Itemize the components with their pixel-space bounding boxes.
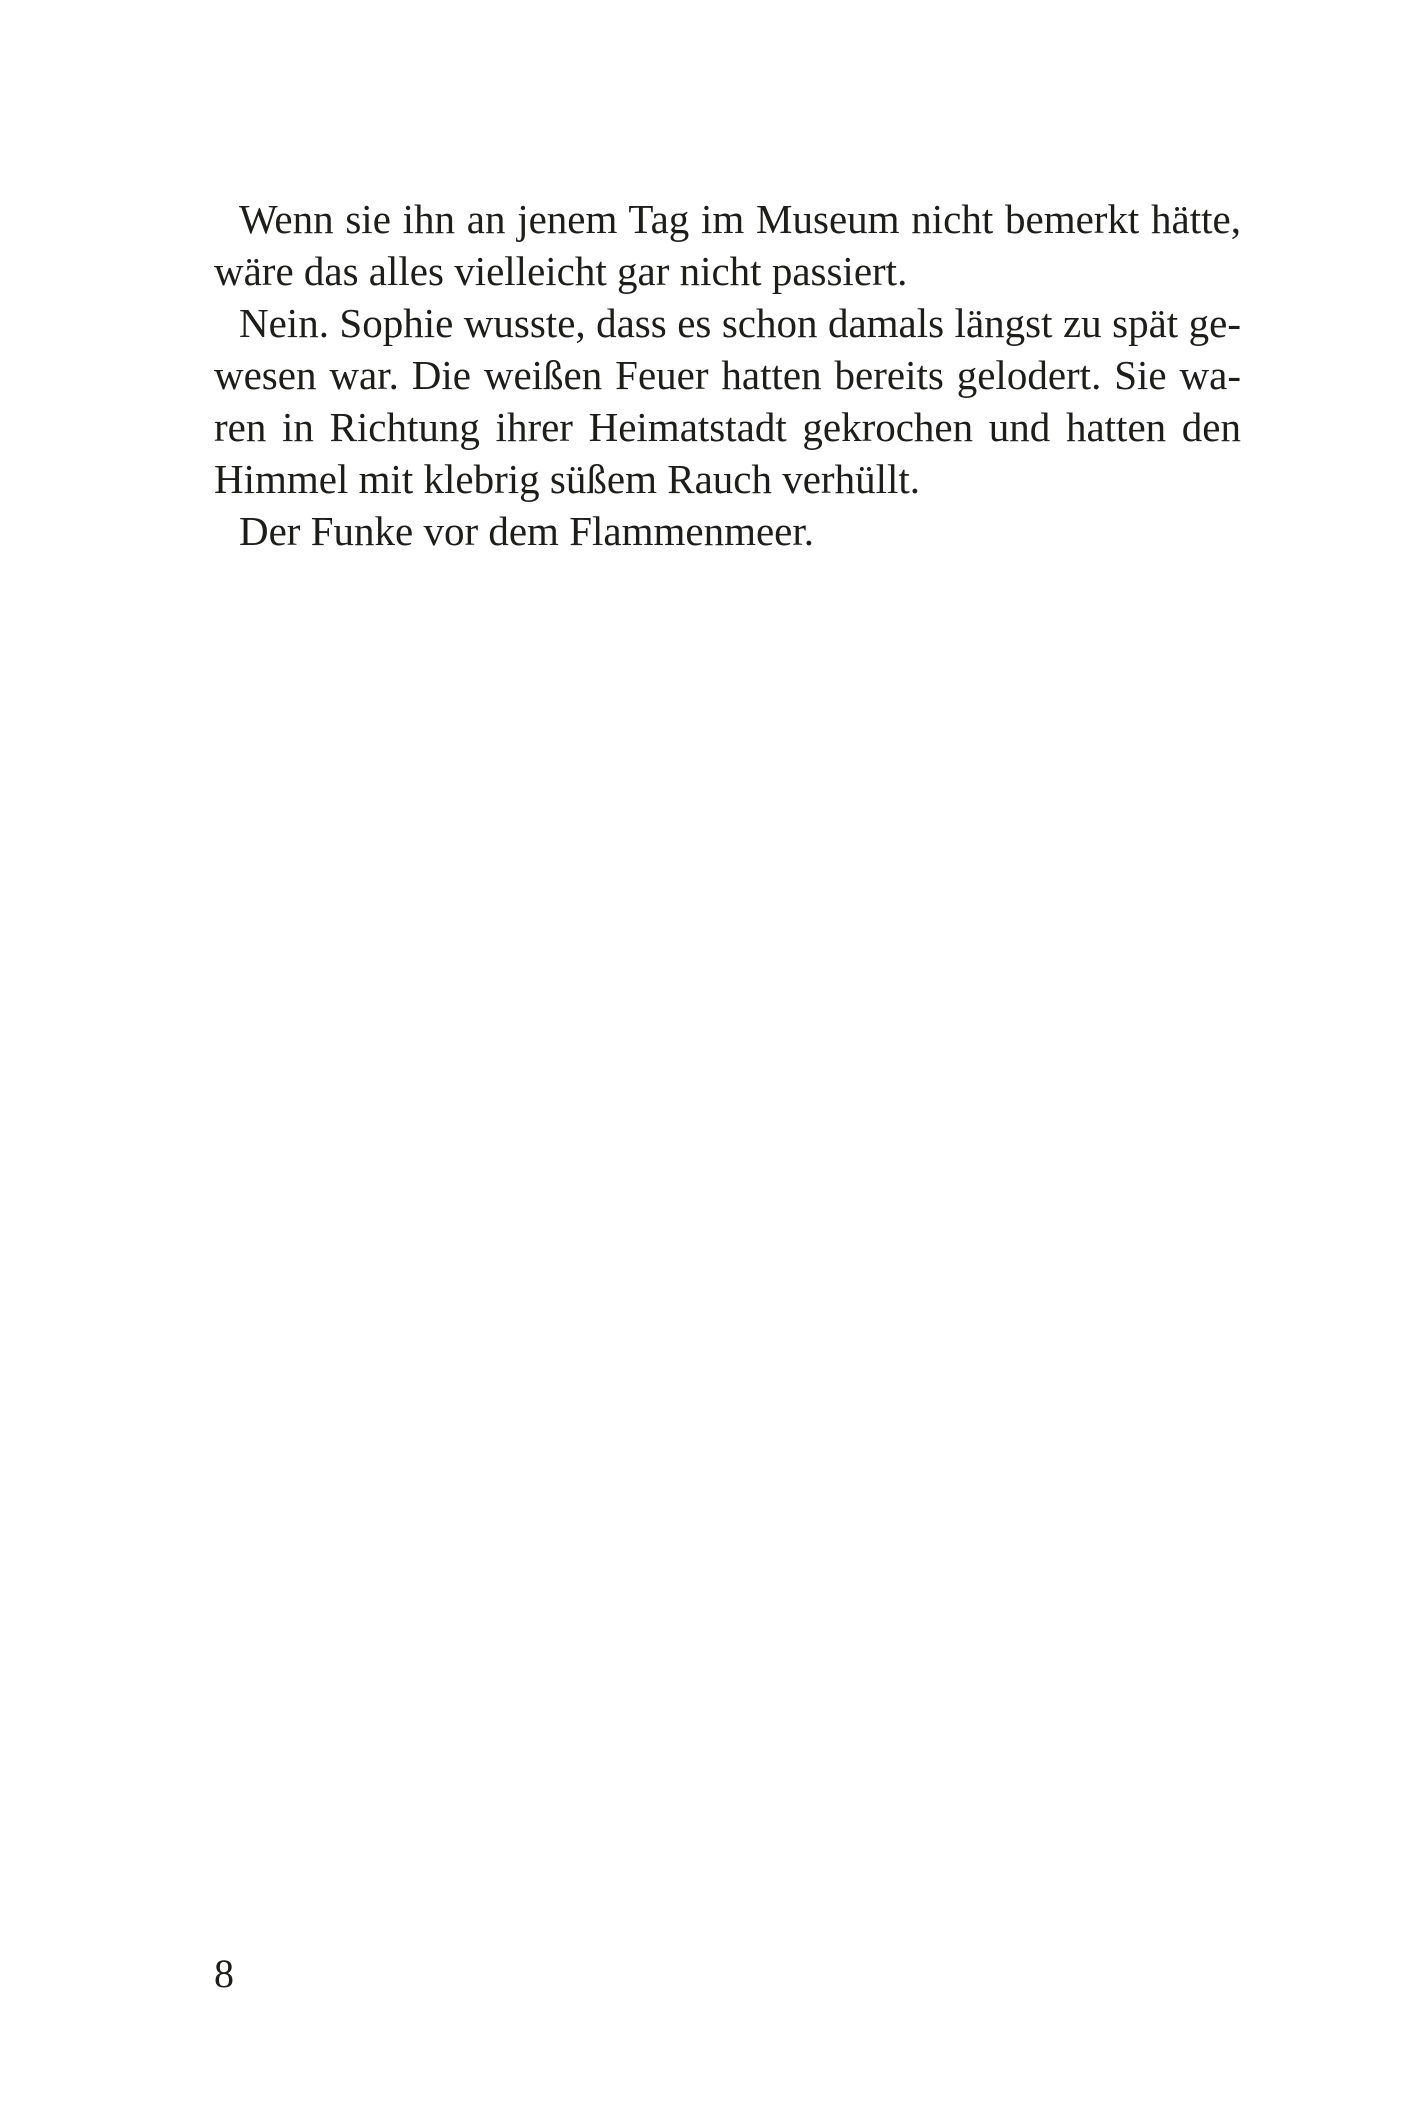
text-line: wäre das alles vielleicht gar nicht passiert.: [214, 248, 908, 294]
text-line: Wenn sie ihn an jenem Tag im Museum nicht bemerkt hätte,: [239, 196, 1241, 242]
text-line: wesen war. Die weißen Feuer hatten bereits gelodert. Sie wa-: [214, 352, 1241, 398]
text-line: Nein. Sophie wusste, dass es schon damals längst zu spät ge-: [239, 300, 1241, 346]
text-line: Himmel mit klebrig süßem Rauch verhüllt.: [214, 456, 920, 502]
text-line: Der Funke vor dem Flammenmeer.: [239, 508, 815, 554]
text-block: [214, 193, 1241, 557]
text-line: ren in Richtung ihrer Heimatstadt gekrochen und hatten den: [214, 404, 1241, 450]
page-number: 8: [214, 1951, 234, 1996]
